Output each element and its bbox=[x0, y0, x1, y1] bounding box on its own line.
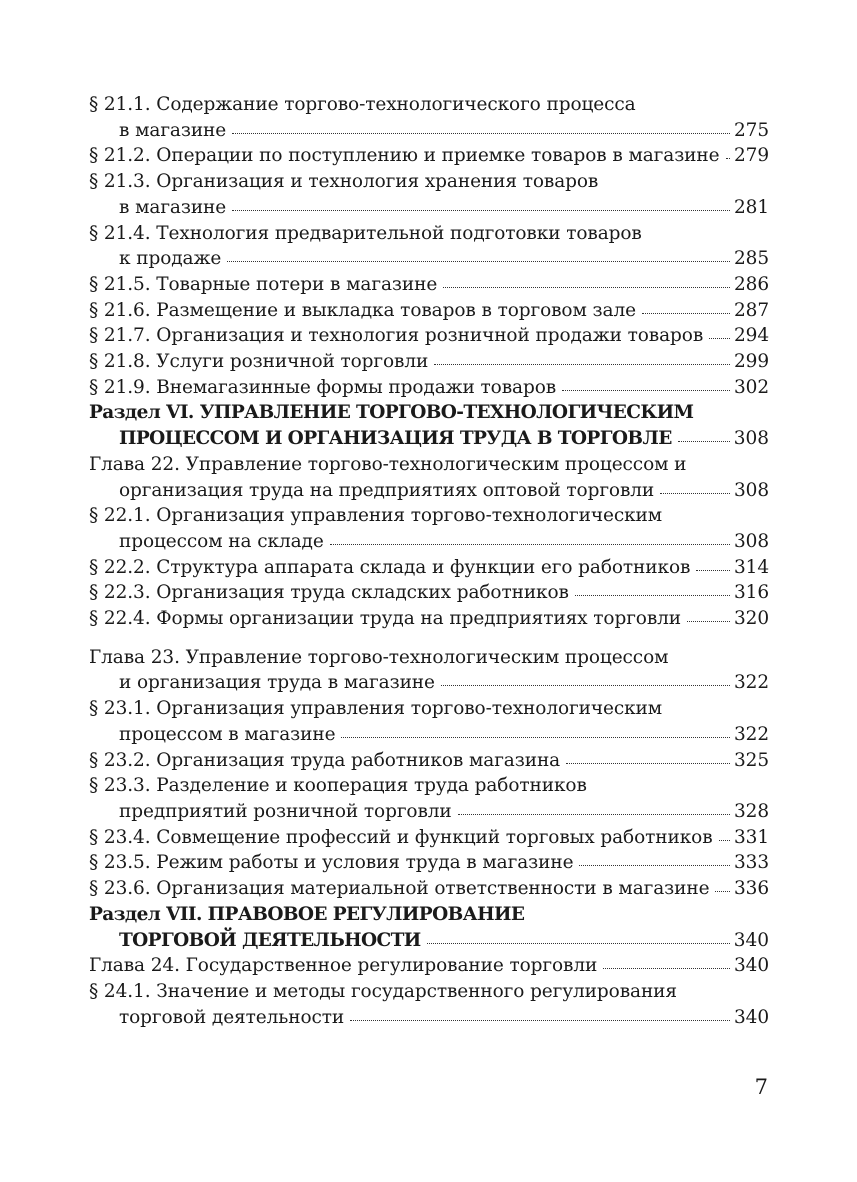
toc-entry-title: § 21.4. Технология предварительной подготовки товаров bbox=[89, 222, 642, 244]
toc-entry bbox=[89, 221, 769, 272]
dot-leader bbox=[660, 492, 730, 494]
toc-entry-title: § 23.1. Организация управления торгово-технологическим bbox=[89, 698, 663, 720]
toc-page-number: 331 bbox=[733, 826, 769, 848]
toc-page-number: 302 bbox=[733, 376, 769, 398]
toc-entry bbox=[89, 825, 769, 851]
toc-entry-line bbox=[89, 349, 769, 375]
toc-entry bbox=[89, 850, 769, 876]
toc-entry-title: Раздел VI. УПРАВЛЕНИЕ ТОРГОВО-ТЕХНОЛОГИЧЕСКИМ bbox=[89, 402, 694, 424]
toc-page-number: 308 bbox=[733, 530, 769, 552]
dot-leader bbox=[726, 157, 730, 159]
toc-entry-title: Раздел VII. ПРАВОВОЕ РЕГУЛИРОВАНИЕ bbox=[89, 903, 525, 925]
toc-entry-line bbox=[89, 503, 769, 529]
toc-entry-title: ПРОЦЕССОМ И ОРГАНИЗАЦИЯ ТРУДА В ТОРГОВЛЕ bbox=[119, 428, 672, 450]
toc-entry-line bbox=[89, 298, 769, 324]
toc-entry-line bbox=[89, 580, 769, 606]
toc-entry bbox=[89, 979, 769, 1030]
dot-leader bbox=[696, 569, 730, 571]
toc-entry-title: Глава 24. Государственное регулирование торговли bbox=[89, 955, 598, 977]
toc-entry-line bbox=[89, 773, 769, 799]
dot-leader bbox=[715, 890, 730, 892]
dot-leader bbox=[719, 839, 730, 841]
table-of-contents bbox=[89, 92, 769, 1030]
toc-entry-title: в магазине bbox=[119, 119, 227, 141]
toc-entry-title: § 22.4. Формы организации труда на предприятиях торговли bbox=[89, 608, 682, 630]
toc-entry bbox=[89, 143, 769, 169]
dot-leader bbox=[566, 762, 730, 764]
dot-leader bbox=[709, 337, 730, 339]
toc-entry bbox=[89, 272, 769, 298]
toc-entry-title: § 23.2. Организация труда работников магазина bbox=[89, 749, 561, 771]
toc-page-number: 294 bbox=[733, 325, 769, 347]
toc-page-number: 308 bbox=[733, 428, 769, 450]
dot-leader bbox=[678, 440, 730, 442]
toc-entry-line bbox=[89, 246, 769, 272]
toc-page-number: 316 bbox=[733, 582, 769, 604]
dot-leader bbox=[434, 363, 730, 365]
toc-entry-title: § 21.9. Внемагазинные формы продажи товаров bbox=[89, 376, 557, 398]
toc-entry-line bbox=[89, 221, 769, 247]
toc-entry-line bbox=[89, 143, 769, 169]
dot-leader bbox=[232, 209, 730, 211]
toc-page-number: 325 bbox=[733, 749, 769, 771]
toc-entry-title: и организация труда в магазине bbox=[119, 672, 435, 694]
toc-entry-title: процессом в магазине bbox=[119, 723, 336, 745]
toc-page-number: 287 bbox=[733, 299, 769, 321]
toc-section-heading bbox=[89, 400, 769, 451]
dot-leader bbox=[443, 286, 730, 288]
toc-entry-line bbox=[89, 850, 769, 876]
toc-entry-line bbox=[89, 645, 769, 671]
toc-page-number: 281 bbox=[733, 196, 769, 218]
toc-page-number: 340 bbox=[733, 1006, 769, 1028]
toc-entry bbox=[89, 555, 769, 581]
toc-entry-title: § 22.3. Организация труда складских работников bbox=[89, 582, 569, 604]
toc-entry-title: § 21.6. Размещение и выкладка товаров в торговом зале bbox=[89, 299, 636, 321]
toc-entry-title: § 21.3. Организация и технология хранения товаров bbox=[89, 171, 599, 193]
toc-page-number: 340 bbox=[733, 929, 769, 951]
toc-page-number: 308 bbox=[733, 479, 769, 501]
toc-page-number: 285 bbox=[733, 248, 769, 270]
toc-entry-line bbox=[89, 400, 769, 426]
toc-entry-line bbox=[89, 555, 769, 581]
toc-page-number: 314 bbox=[733, 556, 769, 578]
toc-entry-title: в магазине bbox=[119, 196, 227, 218]
toc-entry-line bbox=[89, 323, 769, 349]
toc-entry-title: торговой деятельности bbox=[119, 1006, 345, 1028]
toc-entry-title: § 21.5. Товарные потери в магазине bbox=[89, 273, 438, 295]
toc-entry-line bbox=[89, 169, 769, 195]
toc-entry-line bbox=[89, 979, 769, 1005]
toc-page-number: 320 bbox=[733, 608, 769, 630]
toc-entry-title: Глава 22. Управление торгово-технологическим процессом и bbox=[89, 453, 687, 475]
toc-entry bbox=[89, 953, 769, 979]
toc-entry-line bbox=[89, 452, 769, 478]
toc-entry-line bbox=[89, 902, 769, 928]
toc-entry-line bbox=[89, 799, 769, 825]
toc-entry-title: § 22.1. Организация управления торгово-технологическим bbox=[89, 505, 663, 527]
toc-entry-title: § 21.8. Услуги розничной торговли bbox=[89, 351, 429, 373]
toc-page-number: 328 bbox=[733, 800, 769, 822]
dot-leader bbox=[341, 736, 730, 738]
toc-entry bbox=[89, 375, 769, 401]
toc-entry-title: § 21.2. Операции по поступлению и приемке товаров в магазине bbox=[89, 145, 720, 167]
toc-entry bbox=[89, 773, 769, 824]
toc-entry bbox=[89, 645, 769, 696]
toc-entry bbox=[89, 748, 769, 774]
dot-leader bbox=[227, 260, 730, 262]
toc-entry bbox=[89, 298, 769, 324]
toc-page-number: 322 bbox=[733, 672, 769, 694]
toc-entry bbox=[89, 696, 769, 747]
toc-entry-title: ТОРГОВОЙ ДЕЯТЕЛЬНОСТИ bbox=[119, 929, 421, 951]
toc-entry-title: § 22.2. Структура аппарата склада и функции его работников bbox=[89, 556, 691, 578]
dot-leader bbox=[441, 684, 730, 686]
toc-entry-line bbox=[89, 426, 769, 452]
toc-entry bbox=[89, 580, 769, 606]
toc-entry-title: организация труда на предприятиях оптовой торговли bbox=[119, 479, 655, 501]
toc-entry-title: процессом на складе bbox=[119, 530, 324, 552]
toc-entry-title: Глава 23. Управление торгово-технологическим процессом bbox=[89, 646, 669, 668]
toc-entry-title: § 23.4. Совмещение профессий и функций торговых работников bbox=[89, 826, 713, 848]
dot-leader bbox=[330, 543, 730, 545]
toc-entry-line bbox=[89, 195, 769, 221]
dot-leader bbox=[603, 967, 730, 969]
toc-page-number: 333 bbox=[733, 852, 769, 874]
toc-entry-title: § 21.7. Организация и технология розничной продажи товаров bbox=[89, 325, 704, 347]
page-number: 7 bbox=[754, 1075, 768, 1099]
toc-entry-title: предприятий розничной торговли bbox=[119, 800, 452, 822]
toc-entry-line bbox=[89, 928, 769, 954]
toc-entry-title: к продаже bbox=[119, 248, 222, 270]
toc-entry bbox=[89, 503, 769, 554]
dot-leader bbox=[687, 620, 730, 622]
toc-entry bbox=[89, 876, 769, 902]
toc-entry-line bbox=[89, 670, 769, 696]
toc-entry-title: § 24.1. Значение и методы государственного регулирования bbox=[89, 980, 677, 1002]
toc-entry-line bbox=[89, 825, 769, 851]
toc-page-number: 336 bbox=[733, 878, 769, 900]
toc-entry bbox=[89, 349, 769, 375]
dot-leader bbox=[642, 312, 730, 314]
toc-entry-title: § 23.5. Режим работы и условия труда в магазине bbox=[89, 852, 574, 874]
toc-page-number: 275 bbox=[733, 119, 769, 141]
toc-page-number: 286 bbox=[733, 273, 769, 295]
toc-entry-line bbox=[89, 606, 769, 632]
toc-entry-line bbox=[89, 478, 769, 504]
toc-entry-line bbox=[89, 696, 769, 722]
toc-entry bbox=[89, 452, 769, 503]
toc-section-heading bbox=[89, 902, 769, 953]
toc-entry-title: § 21.1. Содержание торгово-технологического процесса bbox=[89, 94, 636, 115]
toc-page-number: 299 bbox=[733, 351, 769, 373]
toc-entry bbox=[89, 169, 769, 220]
toc-entry-line bbox=[89, 529, 769, 555]
dot-leader bbox=[458, 813, 730, 815]
dot-leader bbox=[575, 594, 730, 596]
toc-entry-line bbox=[89, 1005, 769, 1031]
toc-entry bbox=[89, 606, 769, 632]
toc-entry-line bbox=[89, 876, 769, 902]
toc-entry-title: § 23.3. Разделение и кооперация труда работников bbox=[89, 775, 587, 797]
toc-entry-line bbox=[89, 748, 769, 774]
toc-entry-line bbox=[89, 722, 769, 748]
dot-leader bbox=[232, 132, 730, 134]
toc-page-number: 322 bbox=[733, 723, 769, 745]
dot-leader bbox=[350, 1019, 730, 1021]
toc-entry-title: § 23.6. Организация материальной ответственности в магазине bbox=[89, 878, 710, 900]
toc-entry bbox=[89, 323, 769, 349]
toc-entry-line bbox=[89, 118, 769, 144]
toc-entry-line bbox=[89, 953, 769, 979]
toc-entry-line bbox=[89, 272, 769, 298]
toc-entry-line bbox=[89, 375, 769, 401]
dot-leader bbox=[562, 389, 730, 391]
toc-page-number: 340 bbox=[733, 955, 769, 977]
toc-entry-line bbox=[89, 92, 769, 118]
dot-leader bbox=[579, 864, 730, 866]
dot-leader bbox=[427, 942, 730, 944]
toc-entry bbox=[89, 92, 769, 143]
toc-page-number: 279 bbox=[733, 145, 769, 167]
